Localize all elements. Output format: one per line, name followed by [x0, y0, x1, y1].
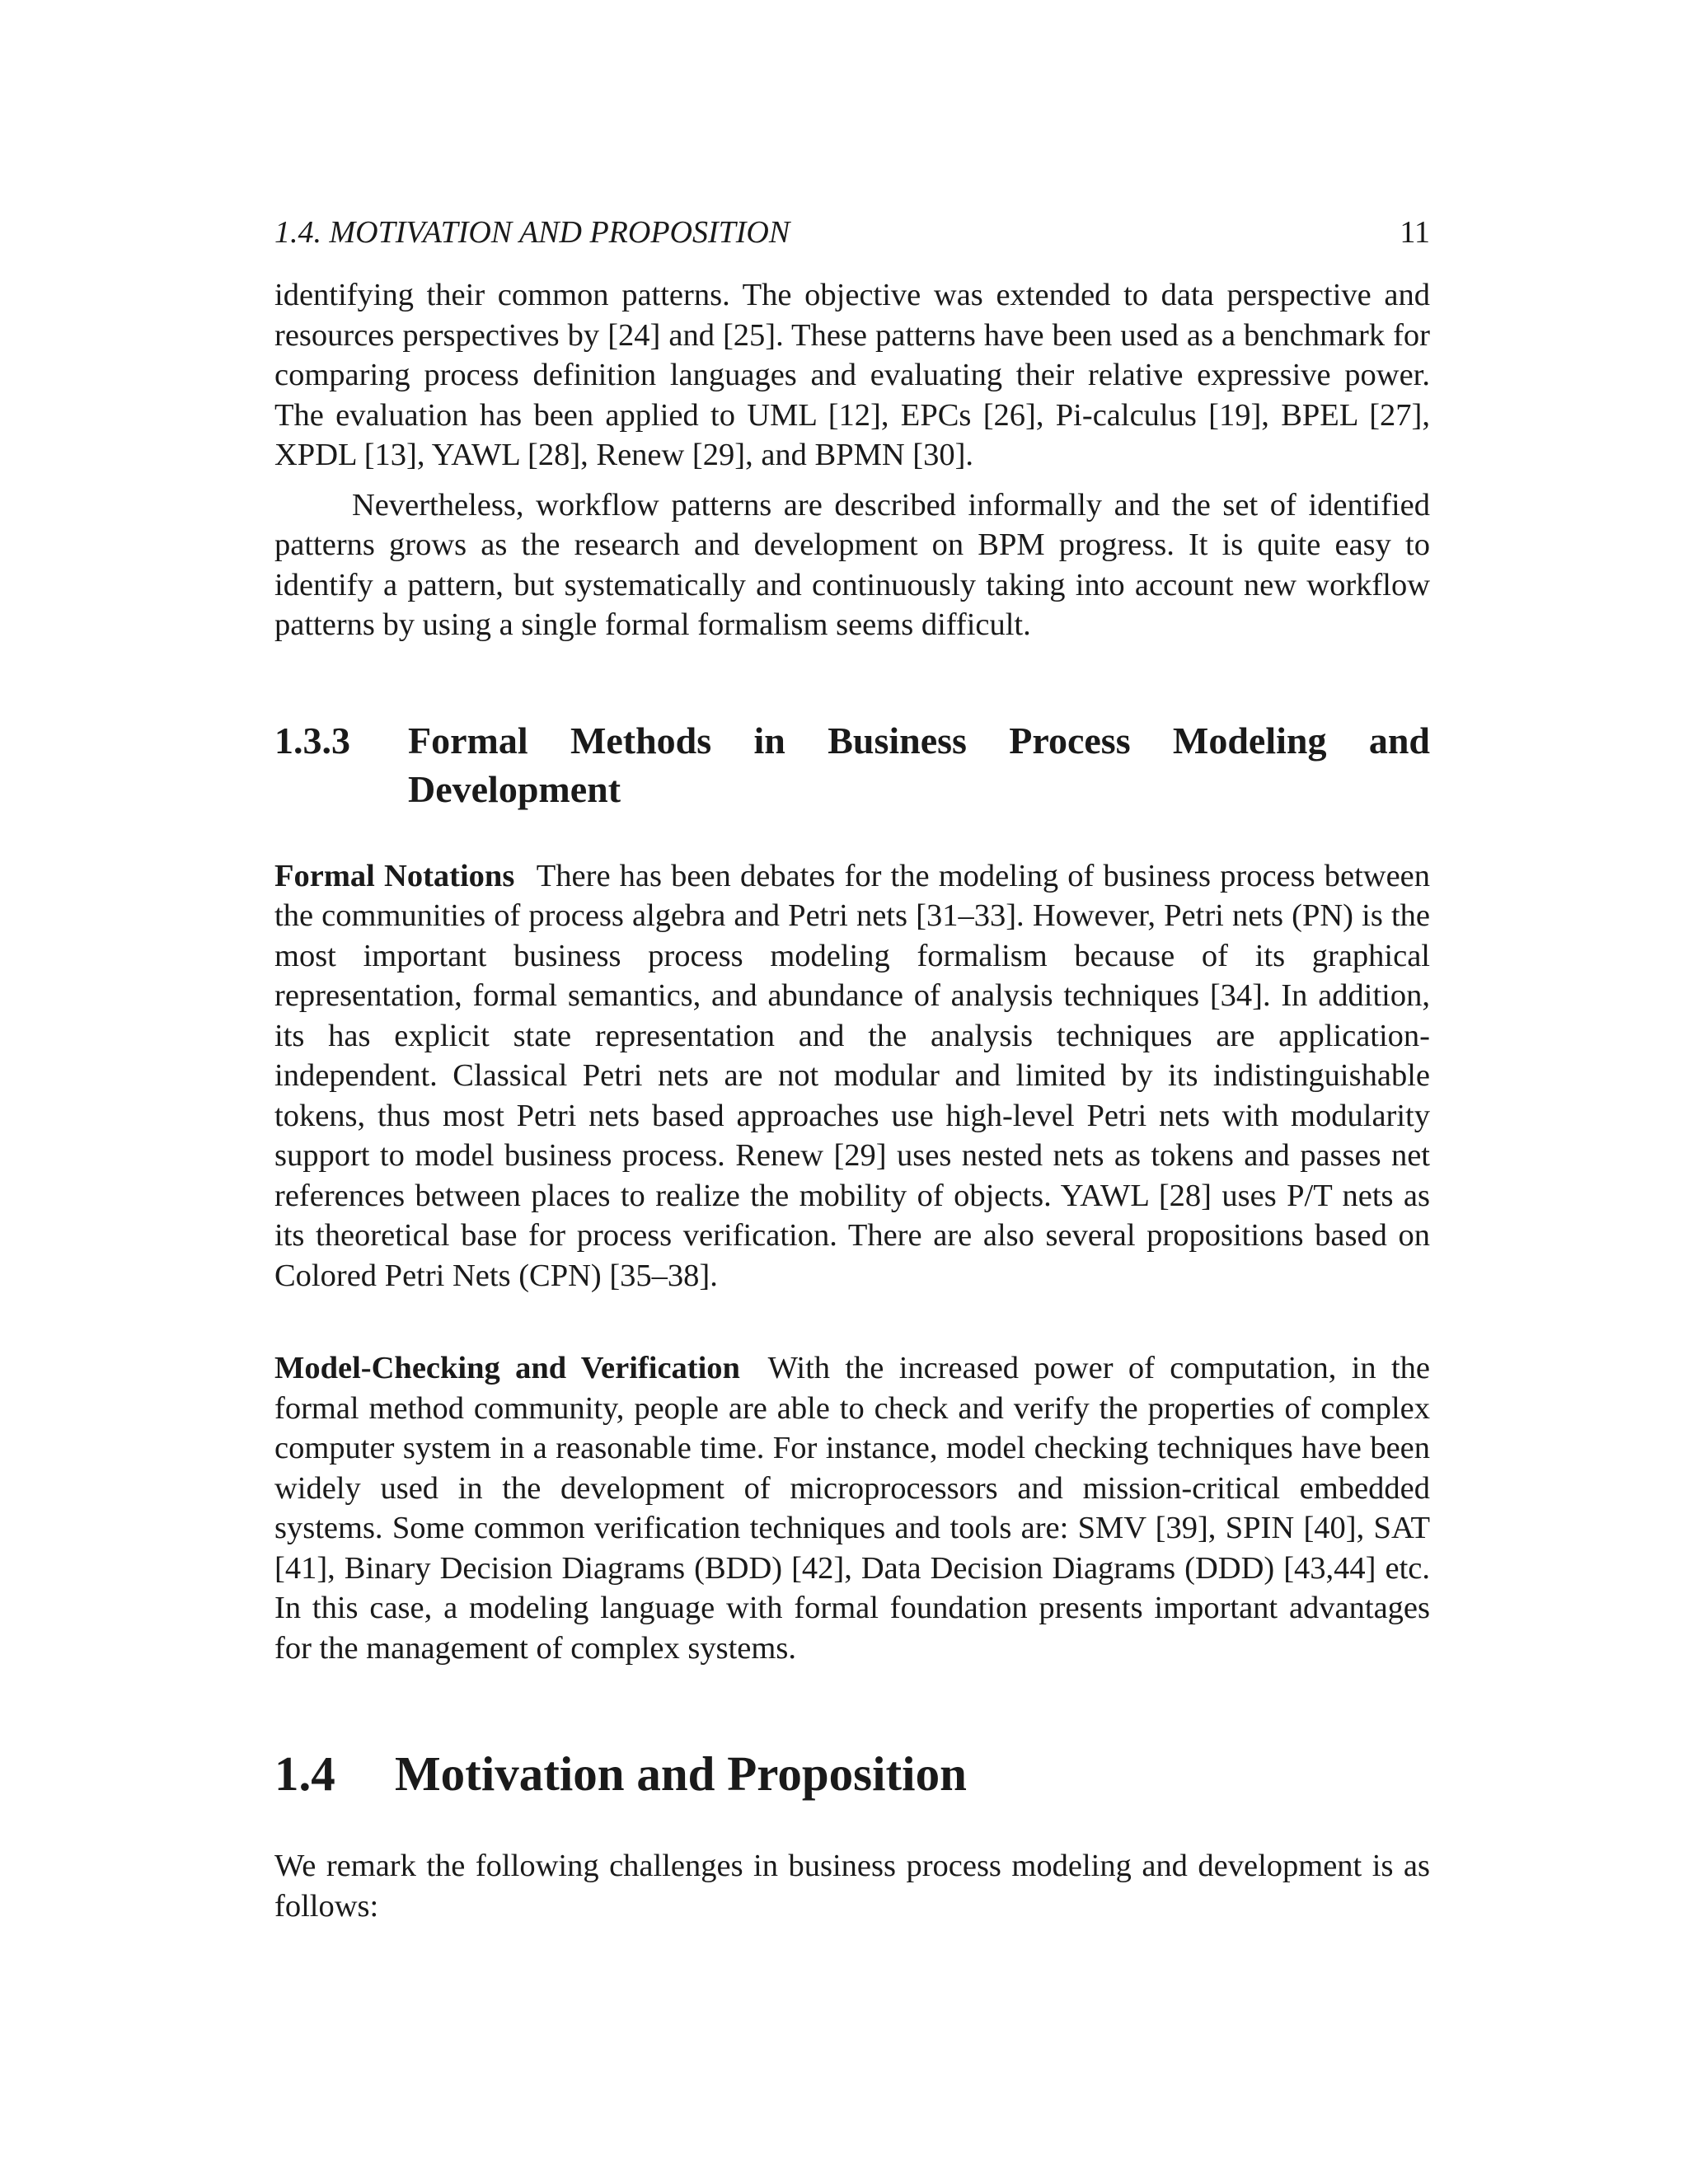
subsection-number: 1.3.3 [274, 719, 350, 762]
page-number: 11 [1400, 215, 1430, 250]
running-header [274, 213, 1430, 252]
section-title: Motivation and Proposition [395, 1746, 967, 1801]
formal-notations-text: There has been debates for the modeling of business process between the communities of process algebra and Petri nets [31–33]. However, Petri nets (PN) is the most important business process modeling formalism because of its graphical representation, formal semantics, and abundance of analysis techniques [34]. In addition, its has explicit state representation and the analysis techniques are application-independent. Classical Petri nets are not modular and limited by its indistinguishable tokens, thus most Petri nets based approaches use high-level Petri nets with modularity support to model business process. Renew [29] uses nested nets as tokens and passes net references between places to realize the mobility of objects. YAWL [28] uses P/T nets as its theoretical base for process verification. There are also several propositions based on Colored Petri Nets (CPN) [35–38]. [274, 858, 1430, 1293]
running-title: 1.4. MOTIVATION AND PROPOSITION [274, 215, 790, 250]
section-number: 1.4 [274, 1746, 335, 1801]
subsection-heading [274, 716, 1430, 813]
model-checking-text: With the increased power of computation, in the formal method community, people are able to check and verify the properties of complex computer system in a reasonable time. For instance, model checking techniques have been widely used in the development of microprocessors and mission-critical embedded systems. Some common verification techniques and tools are: SMV [39], SPIN [40], SAT [41], Binary Decision Diagrams (BDD) [42], Data Decision Diagrams (DDD) [43,44] etc. In this case, a modeling language with formal foundation presents important advantages for the management of complex systems. [274, 1351, 1430, 1666]
subsection-title: Formal Methods in Business Process Modeling and Development [408, 719, 1430, 810]
model-checking-heading: Model-Checking and Verification [274, 1351, 740, 1385]
formal-notations-heading: Formal Notations [274, 858, 515, 893]
paragraph-formal-notations [274, 856, 1430, 1296]
paragraph-model-checking [274, 1348, 1430, 1668]
paragraph-challenges-intro: We remark the following challenges in business process modeling and development is as follows: [274, 1849, 1430, 1924]
document-page [274, 213, 1430, 1926]
paragraph-workflow-patterns: identifying their common patterns. The objective was extended to data perspective and resources perspectives by [24] and [25]. These patterns have been used as a benchmark for comparing process definition languages and evaluating their relative expressive power. The evaluation has been applied to UML [12], EPCs [26], Pi-calculus [19], BPEL [27], XPDL [13], YAWL [28], Renew [29], and BPMN [30]. [274, 278, 1430, 472]
paragraph-nevertheless: Nevertheless, workflow patterns are described informally and the set of identified patterns grows as the research and development on BPM progress. It is quite easy to identify a pattern, but systematically and continuously taking into account new workflow patterns by using a single formal formalism seems difficult. [274, 487, 1430, 642]
section-heading [274, 1744, 1430, 1803]
